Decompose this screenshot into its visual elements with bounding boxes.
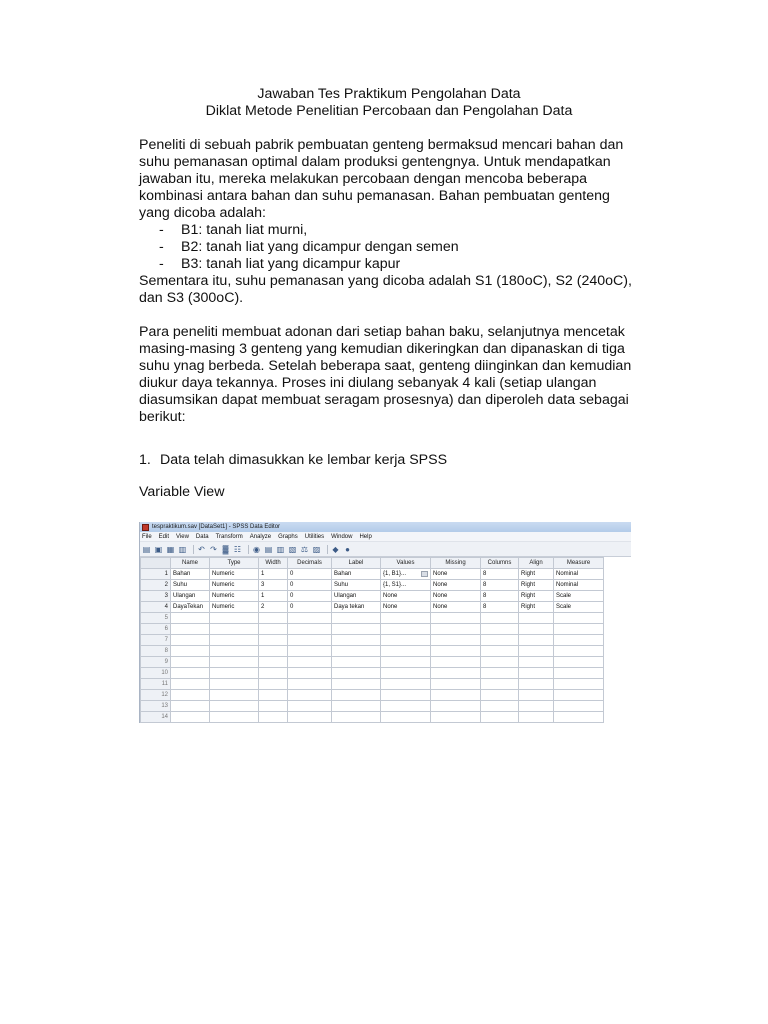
find-icon[interactable]: ◉ xyxy=(253,544,260,554)
cell-text: None xyxy=(433,582,448,588)
cell-text: 8 xyxy=(483,593,487,599)
empty-cell[interactable] xyxy=(259,679,288,690)
cell-text: Scale xyxy=(556,593,572,599)
empty-cell[interactable] xyxy=(431,657,481,668)
cell-align[interactable] xyxy=(519,602,554,613)
column-header-missing[interactable]: Missing xyxy=(431,558,481,569)
open-icon[interactable]: ▤ xyxy=(142,544,151,554)
window-title: tespraktikum.sav [DataSet1] - SPSS Data Editor xyxy=(152,524,281,530)
cell-text: 0 xyxy=(290,571,294,577)
row-header[interactable]: 5 xyxy=(141,613,171,624)
menu-file[interactable]: File xyxy=(142,533,152,540)
menu-analyze[interactable]: Analyze xyxy=(249,533,272,540)
cell-text: None xyxy=(433,604,448,610)
empty-cell[interactable] xyxy=(210,690,259,701)
cell-measure[interactable] xyxy=(554,602,604,613)
empty-cell[interactable] xyxy=(332,613,381,624)
empty-cell[interactable] xyxy=(381,657,431,668)
row-header[interactable]: 12 xyxy=(141,690,171,701)
empty-cell[interactable] xyxy=(431,668,481,679)
table-row xyxy=(141,701,604,712)
empty-cell[interactable] xyxy=(481,657,519,668)
column-header-name[interactable]: Name xyxy=(171,558,210,569)
empty-cell[interactable] xyxy=(481,690,519,701)
cell-text: 3 xyxy=(164,593,168,599)
cell-missing[interactable] xyxy=(431,591,481,602)
cell-text: Right xyxy=(521,582,536,588)
empty-cell[interactable] xyxy=(481,646,519,657)
cell-width[interactable] xyxy=(259,569,288,580)
spss-screenshot xyxy=(139,522,631,723)
cell-text: Right xyxy=(521,593,536,599)
step-text: Data telah dimasukkan ke lembar kerja SPSS xyxy=(160,452,448,468)
document-body xyxy=(139,86,639,501)
window-titlebar xyxy=(140,522,631,532)
empty-cell[interactable] xyxy=(554,635,604,646)
empty-cell[interactable] xyxy=(259,668,288,679)
cell-text: DayaTekan xyxy=(173,604,204,610)
empty-cell[interactable] xyxy=(171,613,210,624)
empty-cell[interactable] xyxy=(481,712,519,723)
row-header[interactable] xyxy=(141,602,171,613)
cell-name[interactable] xyxy=(171,591,210,602)
cell-label[interactable] xyxy=(332,569,381,580)
cell-name[interactable] xyxy=(171,580,210,591)
cell-text: Numeric xyxy=(212,593,235,599)
cell-label[interactable] xyxy=(332,602,381,613)
cell-label[interactable] xyxy=(332,591,381,602)
cell-text: Scale xyxy=(556,604,572,610)
table-row xyxy=(141,569,604,580)
cell-decimals[interactable] xyxy=(288,602,332,613)
table-row xyxy=(141,712,604,723)
empty-cell[interactable] xyxy=(332,712,381,723)
cell-text: Bahan xyxy=(334,571,352,577)
cell-type[interactable] xyxy=(210,602,259,613)
toolbar-separator xyxy=(193,545,194,554)
menu-window[interactable]: Window xyxy=(331,533,353,540)
cell-text: 8 xyxy=(483,604,487,610)
cell-text: Numeric xyxy=(212,571,235,577)
cell-values[interactable] xyxy=(381,580,431,591)
cell-missing[interactable] xyxy=(431,602,481,613)
empty-cell[interactable] xyxy=(332,668,381,679)
menu-graphs[interactable]: Graphs xyxy=(278,533,298,540)
empty-cell[interactable] xyxy=(431,613,481,624)
row-header[interactable]: 14 xyxy=(141,712,171,723)
empty-cell[interactable] xyxy=(481,701,519,712)
row-header[interactable]: 8 xyxy=(141,646,171,657)
empty-cell[interactable] xyxy=(554,690,604,701)
empty-cell[interactable] xyxy=(288,657,332,668)
empty-cell[interactable] xyxy=(288,701,332,712)
undo-icon[interactable]: ↶ xyxy=(198,544,205,554)
table-row xyxy=(141,657,604,668)
empty-cell[interactable] xyxy=(431,646,481,657)
cell-text: 4 xyxy=(164,604,168,610)
empty-cell[interactable] xyxy=(519,624,554,635)
cell-decimals[interactable] xyxy=(288,569,332,580)
cell-text: Bahan xyxy=(173,571,191,577)
empty-cell[interactable] xyxy=(381,613,431,624)
cell-measure[interactable] xyxy=(554,591,604,602)
empty-cell[interactable] xyxy=(431,690,481,701)
empty-cell[interactable] xyxy=(288,712,332,723)
cell-type[interactable] xyxy=(210,580,259,591)
split-file-icon[interactable]: ▧ xyxy=(288,544,297,554)
empty-cell[interactable] xyxy=(288,668,332,679)
cell-text: Right xyxy=(521,571,536,577)
empty-cell[interactable] xyxy=(332,624,381,635)
column-header-decimals[interactable]: Decimals xyxy=(288,558,332,569)
empty-cell[interactable] xyxy=(259,701,288,712)
table-row xyxy=(141,690,604,701)
row-header[interactable] xyxy=(141,591,171,602)
empty-cell[interactable] xyxy=(381,624,431,635)
cell-text: None xyxy=(383,593,398,599)
empty-cell[interactable] xyxy=(481,668,519,679)
empty-cell[interactable] xyxy=(519,679,554,690)
cell-align[interactable] xyxy=(519,569,554,580)
cell-name[interactable] xyxy=(171,569,210,580)
empty-cell[interactable] xyxy=(171,679,210,690)
empty-cell[interactable] xyxy=(259,657,288,668)
empty-cell[interactable] xyxy=(332,646,381,657)
cell-label[interactable] xyxy=(332,580,381,591)
cell-text: 0 xyxy=(290,604,294,610)
cell-text: 1 xyxy=(261,571,265,577)
cell-values[interactable] xyxy=(381,602,431,613)
empty-cell[interactable] xyxy=(171,701,210,712)
select-cases-icon[interactable]: ▨ xyxy=(312,544,321,554)
table-row xyxy=(141,635,604,646)
empty-cell[interactable] xyxy=(288,679,332,690)
empty-cell[interactable] xyxy=(171,657,210,668)
empty-cell[interactable] xyxy=(171,635,210,646)
step-number: 1. xyxy=(139,452,151,468)
empty-cell[interactable] xyxy=(381,646,431,657)
column-header-measure[interactable]: Measure xyxy=(554,558,604,569)
cell-text: Suhu xyxy=(334,582,349,588)
value-labels-icon[interactable]: ◆ xyxy=(332,544,339,554)
empty-cell[interactable] xyxy=(210,701,259,712)
cell-text: Right xyxy=(521,604,536,610)
cell-text: None xyxy=(433,571,448,577)
empty-cell[interactable] xyxy=(431,679,481,690)
spss-app-icon xyxy=(142,524,149,531)
empty-cell[interactable] xyxy=(554,657,604,668)
empty-cell[interactable] xyxy=(332,635,381,646)
empty-cell[interactable] xyxy=(259,624,288,635)
temperature-paragraph: Sementara itu, suhu pemanasan yang dicoba adalah S1 (180oC), S2 (240oC), dan S3 (300oC). xyxy=(139,273,632,306)
cell-decimals[interactable] xyxy=(288,591,332,602)
empty-cell[interactable] xyxy=(171,624,210,635)
row-header[interactable]: 10 xyxy=(141,668,171,679)
variables-icon[interactable]: ☷ xyxy=(233,544,242,554)
row-header[interactable] xyxy=(141,569,171,580)
empty-cell[interactable] xyxy=(259,690,288,701)
toolbar-separator xyxy=(327,545,328,554)
empty-cell[interactable] xyxy=(332,679,381,690)
column-header-values[interactable]: Values xyxy=(381,558,431,569)
empty-cell[interactable] xyxy=(519,635,554,646)
procedure-paragraph: Para peneliti membuat adonan dari setiap bahan baku, selanjutnya mencetak masing-masing 3 genteng yang kemudian dikeringkan dan dipanaskan di tiga suhu ynag berbeda. Setelah beberapa saat, genteng diinginkan dan kemudian diukur daya tekannya. Proses ini diulang sebanyak 4 kali (setiap ulangan diasumsikan dapat membuat seragam prosesnya) dan diperoleh data sebagai berikut: xyxy=(139,324,632,425)
cell-text: {1, S1}... xyxy=(383,582,407,588)
empty-cell[interactable] xyxy=(332,657,381,668)
cell-columns[interactable] xyxy=(481,602,519,613)
cell-text: 1 xyxy=(261,593,265,599)
cell-text: 8 xyxy=(483,582,487,588)
empty-cell[interactable] xyxy=(519,646,554,657)
cell-width[interactable] xyxy=(259,591,288,602)
menu-transform[interactable]: Transform xyxy=(215,533,243,540)
empty-cell[interactable] xyxy=(519,668,554,679)
table-row xyxy=(141,624,604,635)
cell-text: Ulangan xyxy=(173,593,196,599)
cell-values[interactable] xyxy=(381,569,431,580)
cell-columns[interactable] xyxy=(481,569,519,580)
intro-paragraph: Peneliti di sebuah pabrik pembuatan genteng bermaksud mencari bahan dan suhu pemanasan optimal dalam produksi gentengnya. Untuk mendapatkan jawaban itu, mereka melakukan percobaan dengan mencoba beberapa kombinasi antara bahan dan suhu pemanasan. Bahan pembuatan genteng yang dicoba adalah: xyxy=(139,137,624,221)
cell-type[interactable] xyxy=(210,591,259,602)
empty-cell[interactable] xyxy=(519,712,554,723)
dialog-recall-icon[interactable]: ▥ xyxy=(178,544,187,554)
cell-missing[interactable] xyxy=(431,569,481,580)
empty-cell[interactable] xyxy=(288,646,332,657)
cell-text: Daya tekan xyxy=(334,604,365,610)
list-item: - B2: tanah liat yang dicampur dengan semen xyxy=(159,239,459,255)
cell-text: Nominal xyxy=(556,582,579,588)
empty-cell[interactable] xyxy=(381,668,431,679)
toolbar-separator xyxy=(248,545,249,554)
empty-cell[interactable] xyxy=(554,701,604,712)
table-row xyxy=(141,580,604,591)
empty-cell[interactable] xyxy=(519,613,554,624)
empty-cell[interactable] xyxy=(554,668,604,679)
cell-text: 2 xyxy=(261,604,265,610)
cell-align[interactable] xyxy=(519,580,554,591)
table-row xyxy=(141,668,604,679)
cell-width[interactable] xyxy=(259,580,288,591)
empty-cell[interactable] xyxy=(519,657,554,668)
menu-bar xyxy=(140,532,631,542)
empty-cell[interactable] xyxy=(381,690,431,701)
cell-text: 8 xyxy=(483,571,487,577)
empty-cell[interactable] xyxy=(210,668,259,679)
menu-utilities[interactable]: Utilities xyxy=(304,533,325,540)
cell-columns[interactable] xyxy=(481,591,519,602)
column-header-row xyxy=(141,558,604,569)
empty-cell[interactable] xyxy=(431,712,481,723)
column-header-columns[interactable]: Columns xyxy=(481,558,519,569)
row-header[interactable]: 6 xyxy=(141,624,171,635)
empty-cell[interactable] xyxy=(288,624,332,635)
insert-cases-icon[interactable]: ▤ xyxy=(264,544,273,554)
empty-cell[interactable] xyxy=(431,635,481,646)
print-icon[interactable]: ▦ xyxy=(166,544,175,554)
empty-cell[interactable] xyxy=(332,690,381,701)
table-row xyxy=(141,679,604,690)
menu-edit[interactable]: Edit xyxy=(158,533,170,540)
redo-icon[interactable]: ↷ xyxy=(210,544,217,554)
empty-cell[interactable] xyxy=(554,624,604,635)
document-title xyxy=(139,86,639,120)
cell-columns[interactable] xyxy=(481,580,519,591)
empty-cell[interactable] xyxy=(481,635,519,646)
empty-cell[interactable] xyxy=(332,701,381,712)
empty-cell[interactable] xyxy=(481,679,519,690)
step-item xyxy=(139,452,639,469)
empty-cell[interactable] xyxy=(210,679,259,690)
column-header-width[interactable]: Width xyxy=(259,558,288,569)
empty-cell[interactable] xyxy=(259,646,288,657)
list-item: - B3: tanah liat yang dicampur kapur xyxy=(159,256,401,272)
weight-cases-icon[interactable]: ⚖ xyxy=(300,544,309,554)
empty-cell[interactable] xyxy=(381,712,431,723)
variable-view-heading: Variable View xyxy=(139,484,225,500)
cell-measure[interactable] xyxy=(554,580,604,591)
row-header[interactable] xyxy=(141,580,171,591)
empty-cell[interactable] xyxy=(554,679,604,690)
cell-text: Numeric xyxy=(212,582,235,588)
empty-cell[interactable] xyxy=(554,613,604,624)
row-header[interactable]: 7 xyxy=(141,635,171,646)
menu-data[interactable]: Data xyxy=(195,533,209,540)
empty-cell[interactable] xyxy=(171,712,210,723)
empty-cell[interactable] xyxy=(554,712,604,723)
cell-width[interactable] xyxy=(259,602,288,613)
empty-cell[interactable] xyxy=(259,613,288,624)
empty-cell[interactable] xyxy=(210,624,259,635)
title-line-2: Diklat Metode Penelitian Percobaan dan Pengolahan Data xyxy=(205,103,573,119)
cell-missing[interactable] xyxy=(431,580,481,591)
empty-cell[interactable] xyxy=(210,646,259,657)
empty-cell[interactable] xyxy=(210,712,259,723)
values-ellipsis-button[interactable] xyxy=(421,571,428,577)
empty-cell[interactable] xyxy=(288,635,332,646)
goto-case-icon[interactable]: ▓ xyxy=(222,544,229,554)
empty-cell[interactable] xyxy=(210,613,259,624)
cell-text: 0 xyxy=(290,582,294,588)
column-header-align[interactable]: Align xyxy=(519,558,554,569)
menu-view[interactable]: View xyxy=(176,533,189,540)
empty-cell[interactable] xyxy=(210,657,259,668)
column-header-label[interactable]: Label xyxy=(332,558,381,569)
variable-grid xyxy=(140,557,604,723)
empty-cell[interactable] xyxy=(171,646,210,657)
empty-cell[interactable] xyxy=(381,701,431,712)
row-header[interactable]: 9 xyxy=(141,657,171,668)
cell-text: {1, B1}... xyxy=(383,571,407,577)
cell-text: Ulangan xyxy=(334,593,357,599)
title-line-1: Jawaban Tes Praktikum Pengolahan Data xyxy=(257,86,521,102)
table-row xyxy=(141,646,604,657)
insert-variable-icon[interactable]: ▥ xyxy=(276,544,285,554)
cell-align[interactable] xyxy=(519,591,554,602)
cell-name[interactable] xyxy=(171,602,210,613)
material-list xyxy=(139,222,639,273)
empty-cell[interactable] xyxy=(519,690,554,701)
empty-cell[interactable] xyxy=(519,701,554,712)
cell-decimals[interactable] xyxy=(288,580,332,591)
column-header-type[interactable]: Type xyxy=(210,558,259,569)
table-row xyxy=(141,613,604,624)
empty-cell[interactable] xyxy=(554,646,604,657)
row-header[interactable]: 13 xyxy=(141,701,171,712)
empty-cell[interactable] xyxy=(259,712,288,723)
table-row xyxy=(141,602,604,613)
cell-text: Suhu xyxy=(173,582,188,588)
empty-cell[interactable] xyxy=(210,635,259,646)
empty-cell[interactable] xyxy=(431,701,481,712)
cell-measure[interactable] xyxy=(554,569,604,580)
empty-cell[interactable] xyxy=(288,690,332,701)
use-sets-icon[interactable]: ● xyxy=(345,544,350,554)
empty-cell[interactable] xyxy=(171,690,210,701)
cell-text: Numeric xyxy=(212,604,235,610)
cell-text: 1 xyxy=(164,571,168,577)
cell-text: 3 xyxy=(261,582,265,588)
list-item: - B1: tanah liat murni, xyxy=(159,222,308,238)
grid-corner[interactable] xyxy=(141,558,171,569)
save-icon[interactable]: ▣ xyxy=(154,544,163,554)
cell-text: Nominal xyxy=(556,571,579,577)
cell-text: None xyxy=(433,593,448,599)
empty-cell[interactable] xyxy=(381,679,431,690)
empty-cell[interactable] xyxy=(381,635,431,646)
cell-text: 2 xyxy=(164,582,168,588)
empty-cell[interactable] xyxy=(481,624,519,635)
table-row xyxy=(141,591,604,602)
cell-text: None xyxy=(383,604,398,610)
empty-cell[interactable] xyxy=(288,613,332,624)
empty-cell[interactable] xyxy=(431,624,481,635)
empty-cell[interactable] xyxy=(171,668,210,679)
menu-help[interactable]: Help xyxy=(359,533,372,540)
cell-text: 0 xyxy=(290,593,294,599)
toolbar xyxy=(140,542,631,557)
cell-type[interactable] xyxy=(210,569,259,580)
empty-cell[interactable] xyxy=(259,635,288,646)
empty-cell[interactable] xyxy=(481,613,519,624)
row-header[interactable]: 11 xyxy=(141,679,171,690)
cell-values[interactable] xyxy=(381,591,431,602)
